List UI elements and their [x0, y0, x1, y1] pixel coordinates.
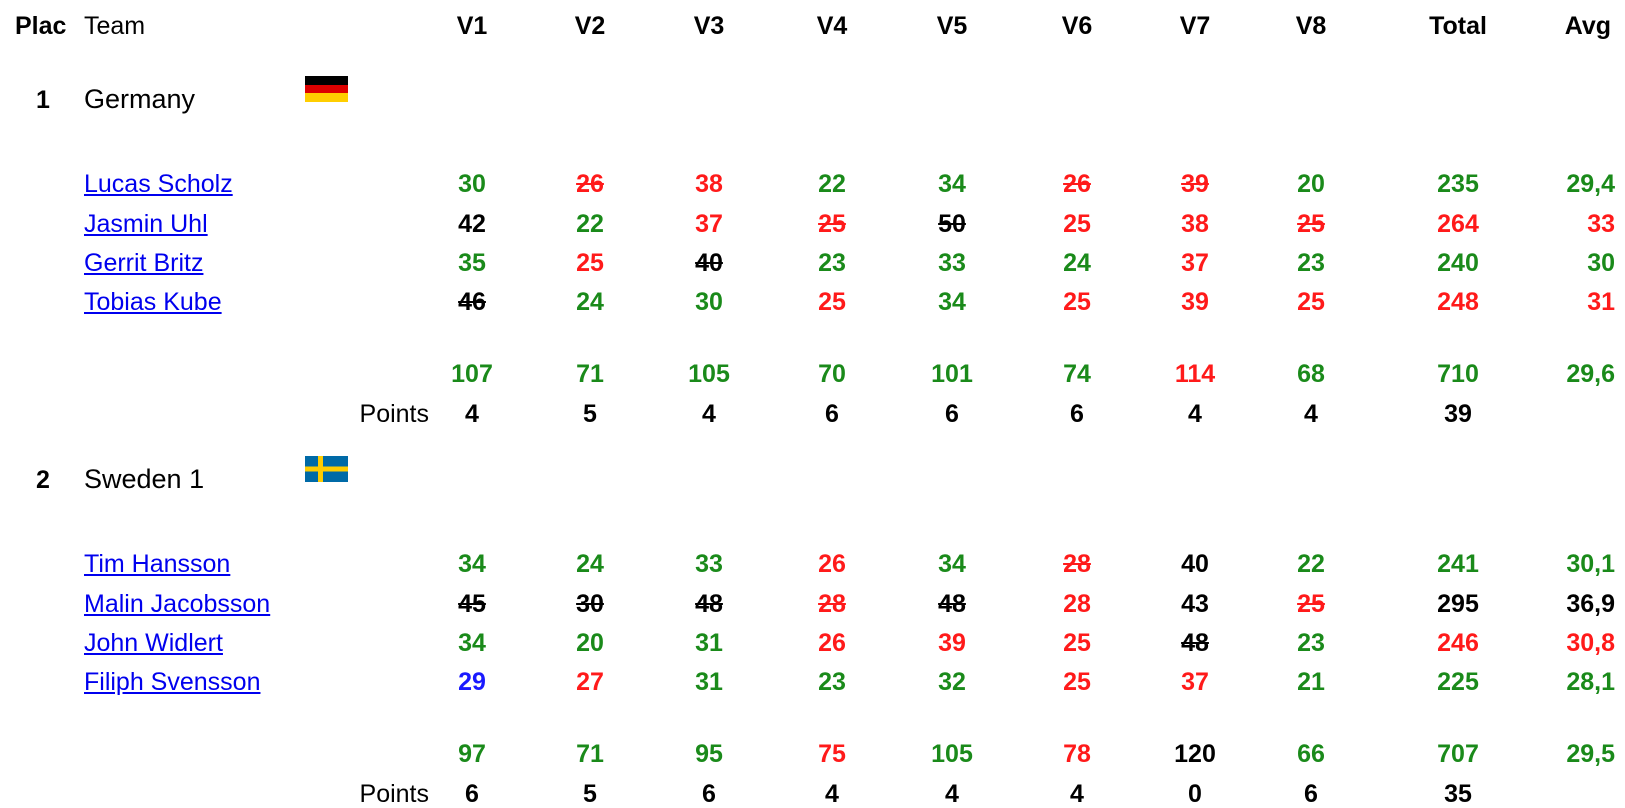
round-points: 4 [702, 400, 716, 428]
player-link[interactable]: Jasmin Uhl [84, 210, 208, 238]
player-score: 24 [1063, 249, 1091, 277]
player-score: 27 [576, 668, 604, 696]
player-total: 240 [1437, 249, 1479, 277]
team-round-sum: 107 [451, 360, 493, 388]
round-points: 4 [945, 780, 959, 808]
germany-flag-icon [305, 76, 348, 102]
header-v3: V3 [693, 12, 725, 40]
team-round-sum: 75 [818, 740, 846, 768]
team-total: 707 [1437, 740, 1479, 768]
player-score: 37 [695, 210, 723, 238]
player-score: 40 [695, 249, 723, 277]
round-points: 4 [465, 400, 479, 428]
player-score: 25 [1063, 288, 1091, 316]
player-score: 31 [695, 668, 723, 696]
team-place: 2 [36, 466, 50, 494]
header-v8: V8 [1295, 12, 1327, 40]
player-score: 34 [458, 550, 486, 578]
player-score: 31 [695, 629, 723, 657]
team-round-sum: 71 [576, 360, 604, 388]
player-score: 23 [818, 668, 846, 696]
player-score: 28 [1063, 590, 1091, 618]
player-score: 25 [1297, 288, 1325, 316]
team-average: 29,5 [1566, 740, 1615, 768]
header-v5: V5 [936, 12, 968, 40]
player-score: 23 [1297, 629, 1325, 657]
header-avg: Avg [1564, 12, 1611, 40]
player-score: 26 [818, 629, 846, 657]
player-score: 30 [458, 170, 486, 198]
player-score: 20 [576, 629, 604, 657]
round-points: 6 [702, 780, 716, 808]
player-score: 39 [1181, 288, 1209, 316]
player-total: 241 [1437, 550, 1479, 578]
player-score: 48 [1181, 629, 1209, 657]
player-average: 36,9 [1566, 590, 1615, 618]
player-score: 40 [1181, 550, 1209, 578]
player-total: 246 [1437, 629, 1479, 657]
points-label: Points [359, 780, 429, 808]
player-score: 30 [576, 590, 604, 618]
team-round-sum: 71 [576, 740, 604, 768]
team-round-sum: 95 [695, 740, 723, 768]
player-average: 30,8 [1566, 629, 1615, 657]
player-score: 22 [818, 170, 846, 198]
player-score: 34 [938, 288, 966, 316]
team-total: 710 [1437, 360, 1479, 388]
player-score: 25 [1063, 629, 1091, 657]
player-link[interactable]: Lucas Scholz [84, 170, 233, 198]
round-points: 5 [583, 400, 597, 428]
team-round-sum: 78 [1063, 740, 1091, 768]
player-score: 24 [576, 550, 604, 578]
player-score: 25 [1297, 210, 1325, 238]
player-score: 37 [1181, 668, 1209, 696]
team-name: Germany [84, 84, 196, 114]
team-round-sum: 101 [931, 360, 973, 388]
sweden-flag-icon [305, 456, 348, 482]
player-score: 25 [1297, 590, 1325, 618]
player-score: 32 [938, 668, 966, 696]
player-link[interactable]: Tobias Kube [84, 288, 222, 316]
player-score: 48 [938, 590, 966, 618]
round-points: 6 [945, 400, 959, 428]
player-score: 30 [695, 288, 723, 316]
player-score: 38 [1181, 210, 1209, 238]
player-average: 30,1 [1566, 550, 1615, 578]
player-score: 25 [818, 210, 846, 238]
player-average: 31 [1587, 288, 1615, 316]
player-average: 29,4 [1566, 170, 1615, 198]
team-round-sum: 105 [931, 740, 973, 768]
header-total: Total [1429, 12, 1487, 40]
player-score: 42 [458, 210, 486, 238]
header-v2: V2 [574, 12, 606, 40]
round-points: 6 [465, 780, 479, 808]
player-link[interactable]: Gerrit Britz [84, 249, 204, 277]
player-score: 35 [458, 249, 486, 277]
player-score: 48 [695, 590, 723, 618]
player-average: 28,1 [1566, 668, 1615, 696]
team-name: Sweden 1 [84, 464, 205, 494]
round-points: 4 [1188, 400, 1202, 428]
player-score: 24 [576, 288, 604, 316]
player-score: 39 [1181, 170, 1209, 198]
player-score: 26 [1063, 170, 1091, 198]
player-score: 25 [1063, 668, 1091, 696]
player-score: 23 [1297, 249, 1325, 277]
player-score: 21 [1297, 668, 1325, 696]
player-score: 20 [1297, 170, 1325, 198]
team-round-sum: 66 [1297, 740, 1325, 768]
player-total: 264 [1437, 210, 1479, 238]
player-score: 34 [938, 170, 966, 198]
player-score: 50 [938, 210, 966, 238]
round-points: 4 [1304, 400, 1318, 428]
header-v6: V6 [1061, 12, 1093, 40]
player-score: 26 [576, 170, 604, 198]
points-label: Points [359, 400, 429, 428]
player-score: 28 [818, 590, 846, 618]
player-score: 38 [695, 170, 723, 198]
team-round-sum: 68 [1297, 360, 1325, 388]
team-round-sum: 120 [1174, 740, 1216, 768]
player-score: 25 [1063, 210, 1091, 238]
team-place: 1 [36, 86, 50, 114]
round-points: 5 [583, 780, 597, 808]
player-score: 26 [818, 550, 846, 578]
player-score: 22 [1297, 550, 1325, 578]
player-score: 34 [458, 629, 486, 657]
player-total: 235 [1437, 170, 1479, 198]
player-score: 34 [938, 550, 966, 578]
player-score: 39 [938, 629, 966, 657]
player-score: 22 [576, 210, 604, 238]
team-round-sum: 74 [1063, 360, 1091, 388]
player-average: 33 [1587, 210, 1615, 238]
header-place: Plac [15, 12, 67, 40]
header-v1: V1 [456, 12, 488, 40]
player-link[interactable]: Malin Jacobsson [84, 590, 271, 618]
round-points: 6 [1070, 400, 1084, 428]
player-link[interactable]: Filiph Svensson [84, 668, 261, 696]
player-link[interactable]: Tim Hansson [84, 550, 231, 578]
round-points: 0 [1188, 780, 1202, 808]
round-points: 4 [825, 780, 839, 808]
player-link[interactable]: John Widlert [84, 629, 223, 657]
team-round-sum: 105 [688, 360, 730, 388]
header-v4: V4 [816, 12, 848, 40]
player-total: 295 [1437, 590, 1479, 618]
player-score: 45 [458, 590, 486, 618]
player-score: 46 [458, 288, 486, 316]
header-team: Team [84, 12, 146, 40]
player-score: 29 [458, 668, 486, 696]
player-score: 28 [1063, 550, 1091, 578]
round-points: 6 [825, 400, 839, 428]
team-round-sum: 97 [458, 740, 486, 768]
player-score: 43 [1181, 590, 1209, 618]
player-score: 23 [818, 249, 846, 277]
player-total: 248 [1437, 288, 1479, 316]
header-v7: V7 [1179, 12, 1211, 40]
player-score: 33 [938, 249, 966, 277]
player-total: 225 [1437, 668, 1479, 696]
player-score: 25 [818, 288, 846, 316]
player-score: 33 [695, 550, 723, 578]
team-round-sum: 114 [1174, 360, 1216, 388]
points-total: 35 [1444, 780, 1472, 808]
round-points: 6 [1304, 780, 1318, 808]
player-score: 25 [576, 249, 604, 277]
player-score: 37 [1181, 249, 1209, 277]
team-round-sum: 70 [818, 360, 846, 388]
player-average: 30 [1587, 249, 1615, 277]
team-average: 29,6 [1566, 360, 1615, 388]
round-points: 4 [1070, 780, 1084, 808]
points-total: 39 [1444, 400, 1472, 428]
